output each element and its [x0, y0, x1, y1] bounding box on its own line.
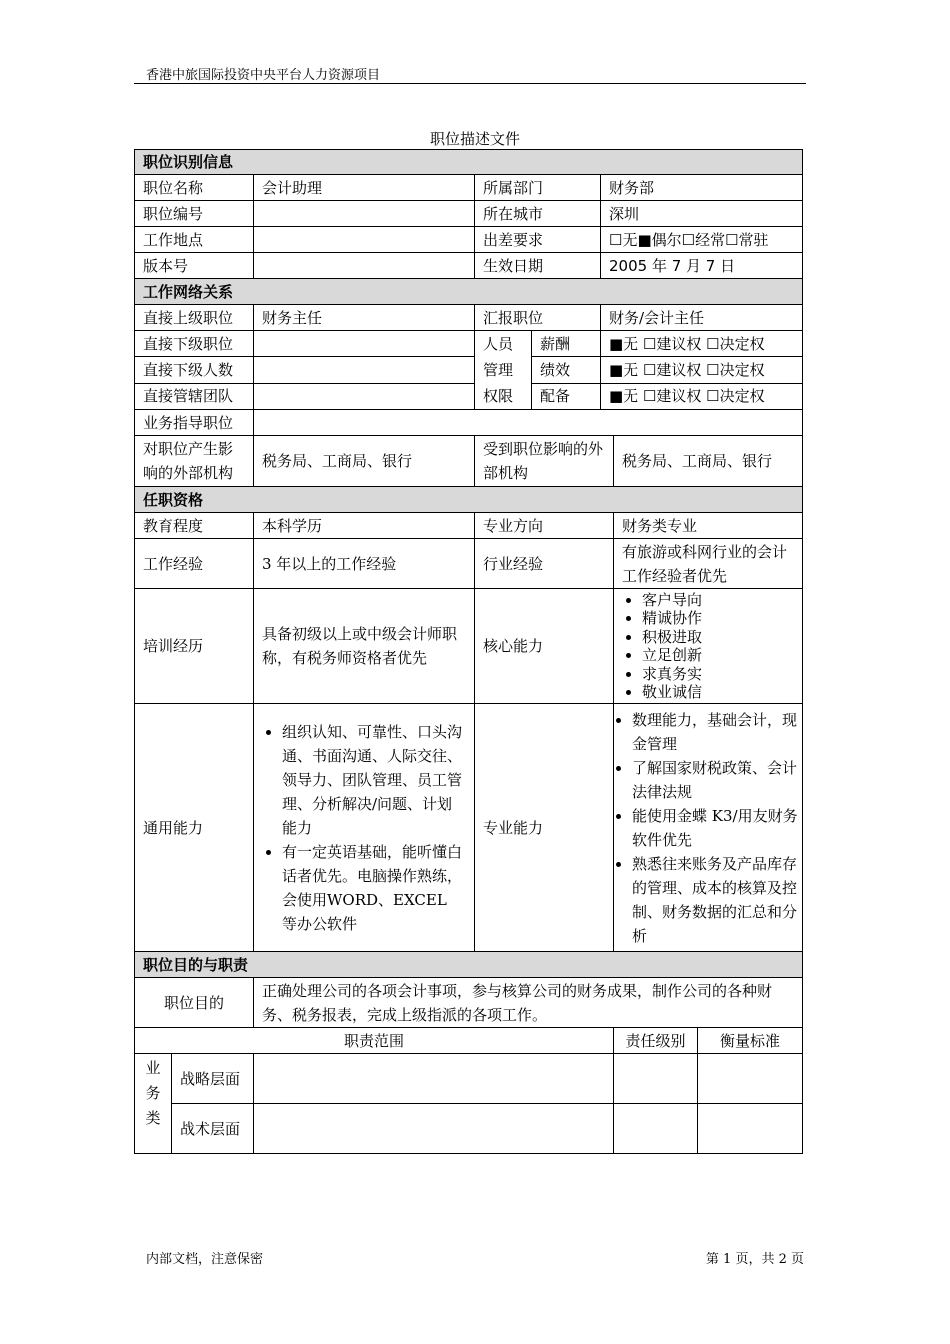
industry-value: 有旅游或科网行业的会计工作经验者优先: [614, 539, 803, 589]
subordinate-count-label: 直接下级人数: [135, 357, 254, 383]
guidance-value: [254, 410, 803, 436]
staffing-value: ■无 ☐建议权 ☐决定权: [601, 383, 803, 409]
superior-value: 财务主任: [254, 305, 475, 331]
department-label: 所属部门: [475, 175, 601, 201]
version-value: [254, 253, 475, 279]
travel-label: 出差要求: [475, 227, 601, 253]
footer-page-number: 第 1 页，共 2 页: [705, 1252, 804, 1267]
position-name-label: 职位名称: [135, 175, 254, 201]
business-category-label: [135, 1054, 172, 1154]
subordinate-value: [254, 331, 475, 357]
major-label: 专业方向: [475, 513, 614, 539]
list-item: • 组织认知、可靠性、口头沟通、书面沟通、人际交往、领导力、团队管理、员工管理、分析解决/问题、计划能力: [282, 720, 462, 840]
list-item: • 了解国家财税政策、会计法律法规: [632, 756, 800, 804]
list-item: • 数理能力，基础会计，现金管理: [632, 708, 800, 756]
strategic-scope-cell: [254, 1054, 614, 1104]
team-label: 直接管辖团队: [135, 383, 254, 409]
list-item: • 精诚协作: [642, 609, 794, 628]
authority-label-2: 管理: [483, 361, 514, 379]
section-purpose: 职位目的与职责: [135, 952, 803, 978]
purpose-label: 职位目的: [135, 978, 254, 1028]
subordinate-count-value: [254, 357, 475, 383]
education-label: 教育程度: [135, 513, 254, 539]
industry-label: 行业经验: [475, 539, 614, 589]
standard-header: 衡量标准: [698, 1028, 803, 1054]
tactical-level-cell: [614, 1104, 698, 1154]
list-item: • 有一定英语基础，能听懂白话者优先。电脑操作熟练，会使用WORD、EXCEL 等办公软件: [282, 840, 462, 936]
guidance-label: 业务指导职位: [135, 410, 254, 436]
section-network: 工作网络关系: [135, 279, 803, 305]
professional-ability-list: [614, 704, 803, 952]
tactical-label: 战术层面: [172, 1104, 254, 1154]
tactical-standard-cell: [698, 1104, 803, 1154]
authority-label: [475, 331, 532, 410]
list-item: • 客户导向: [642, 591, 794, 610]
level-header: 责任级别: [614, 1028, 698, 1054]
list-item: • 敬业诚信: [642, 683, 794, 702]
strategic-label: 战略层面: [172, 1054, 254, 1104]
general-ability-label: 通用能力: [135, 704, 254, 952]
header-divider: [134, 83, 806, 84]
training-label: 培训经历: [135, 589, 254, 704]
subordinate-label: 直接下级职位: [135, 331, 254, 357]
tactical-scope-cell: [254, 1104, 614, 1154]
professional-ability-label: 专业能力: [475, 704, 614, 952]
core-ability-label: 核心能力: [475, 589, 614, 704]
core-ability-list: [614, 589, 803, 704]
purpose-text: 正确处理公司的各项会计事项，参与核算公司的财务成果，制作公司的各种财务、税务报表，完成上级指派的各项工作。: [254, 978, 803, 1028]
performance-label: 绩效: [532, 357, 601, 383]
list-item: • 能使用金蝶 K3/用友财务软件优先: [632, 804, 800, 852]
general-ability-list: [254, 704, 475, 952]
page-title: 职位描述文件: [429, 130, 520, 148]
job-description-table: [134, 149, 803, 1154]
external-affect-value: 税务局、工商局、银行: [254, 436, 475, 487]
experience-value: 3 年以上的工作经验: [254, 539, 475, 589]
effective-date-label: 生效日期: [475, 253, 601, 279]
report-value: 财务/会计主任: [601, 305, 803, 331]
location-label: 工作地点: [135, 227, 254, 253]
education-value: 本科学历: [254, 513, 475, 539]
header-project: 香港中旅国际投资中央平台人力资源项目: [146, 68, 381, 83]
location-value: [254, 227, 475, 253]
authority-label-3: 权限: [483, 387, 514, 405]
travel-value: ☐无■偶尔☐经常☐常驻: [601, 227, 803, 253]
list-item: • 求真务实: [642, 665, 794, 684]
report-label: 汇报职位: [475, 305, 601, 331]
list-item: • 积极进取: [642, 628, 794, 647]
position-code-value: [254, 201, 475, 227]
performance-value: ■无 ☐建议权 ☐决定权: [601, 357, 803, 383]
position-code-label: 职位编号: [135, 201, 254, 227]
list-item: • 熟悉往来账务及产品库存的管理、成本的核算及控制、财务数据的汇总和分析: [632, 852, 800, 948]
external-affected-label: 受到职位影响的外部机构: [475, 436, 614, 487]
version-label: 版本号: [135, 253, 254, 279]
strategic-standard-cell: [698, 1054, 803, 1104]
footer-confidential: 内部文档，注意保密: [146, 1252, 264, 1267]
effective-date-value: 2005 年 7 月 7 日: [601, 253, 803, 279]
scope-header: 职责范围: [135, 1028, 614, 1054]
strategic-level-cell: [614, 1054, 698, 1104]
department-value: 财务部: [601, 175, 803, 201]
external-affected-value: 税务局、工商局、银行: [614, 436, 803, 487]
business-category-text: 业务类: [145, 1059, 161, 1127]
position-name-value: 会计助理: [254, 175, 475, 201]
staffing-label: 配备: [532, 383, 601, 409]
list-item: • 立足创新: [642, 646, 794, 665]
section-identification: 职位识别信息: [135, 150, 803, 175]
salary-label: 薪酬: [532, 331, 601, 357]
superior-label: 直接上级职位: [135, 305, 254, 331]
authority-label-1: 人员: [483, 335, 514, 353]
section-qualification: 任职资格: [135, 487, 803, 513]
team-value: [254, 383, 475, 409]
training-value: 具备初级以上或中级会计师职称，有税务师资格者优先: [254, 589, 475, 704]
city-value: 深圳: [601, 201, 803, 227]
major-value: 财务类专业: [614, 513, 803, 539]
salary-value: ■无 ☐建议权 ☐决定权: [601, 331, 803, 357]
city-label: 所在城市: [475, 201, 601, 227]
experience-label: 工作经验: [135, 539, 254, 589]
external-affect-label: 对职位产生影响的外部机构: [135, 436, 254, 487]
